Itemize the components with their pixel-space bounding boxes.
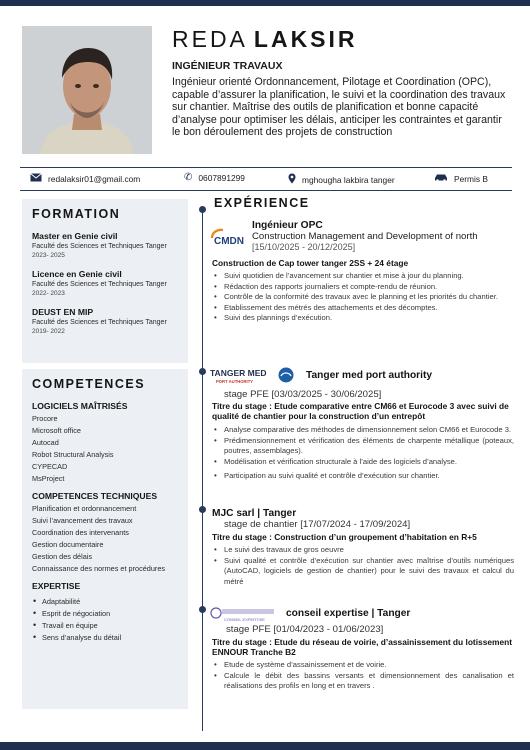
license-text: Permis B <box>454 174 488 184</box>
experience-subtitle: Titre du stage : Etude comparative entre CM66 et Eurocode 3 avec suivi de qualité de chantier pour la construction d’un entrepôt <box>212 401 509 421</box>
experience-details-conseil <box>212 624 514 692</box>
years: 2022- 2023 <box>32 290 65 297</box>
contact-bar <box>20 167 512 191</box>
experience-company: conseil expertise | Tanger <box>286 608 411 619</box>
svg-text:PORT AUTHORITY: PORT AUTHORITY <box>216 379 254 384</box>
years: 2019- 2022 <box>32 328 65 335</box>
experience-subtitle: Titre du stage : Etude du réseau de voirie, d’assainissement du lotissement ENNOUR Tranche B2 <box>212 637 513 657</box>
experience-item-opc <box>252 220 514 252</box>
school: Faculté des Sciences et Techniques Tanger <box>32 281 167 288</box>
formation-item <box>32 269 178 297</box>
degree: Master en Genie civil <box>32 231 118 241</box>
svg-text:CMDN: CMDN <box>214 236 244 247</box>
experience-company: Tanger med port authority <box>306 370 433 381</box>
svg-text:TANGER MED: TANGER MED <box>210 368 267 378</box>
experience-bullet: • Prédimensionnement et vérification des éléments de charpente métallique (poteaux, poutres, assemblages). <box>212 436 514 457</box>
phone-icon: ✆ <box>184 172 193 183</box>
technical-item: Coordination des intervenants <box>32 528 129 537</box>
experience-bullet: • Rédaction des rapports journaliers et compte-rendu de réunion. <box>212 282 514 293</box>
experience-bullets <box>212 660 514 692</box>
profile-photo <box>22 26 152 154</box>
degree: DEUST EN MIP <box>32 307 94 317</box>
experience-bullet: • Contrôle de la conformité des travaux avec le planning et les priorités du chantier. <box>212 292 514 303</box>
contact-email[interactable] <box>30 173 140 185</box>
competences-section <box>22 369 188 709</box>
experience-bullet: • Suivi des plannings d’exécution. <box>212 313 514 324</box>
expertise-item: • Adaptabilité <box>32 597 178 606</box>
experience-subtitle: Titre du stage : Construction d’un groupement d’habitation en R+5 <box>212 532 477 542</box>
software-item: Procore <box>32 414 58 423</box>
years: 2023- 2025 <box>32 252 65 259</box>
technical-item: Suivi l’avancement des travaux <box>32 516 133 525</box>
expertise-title: EXPERTISE <box>32 581 81 591</box>
location-pin-icon <box>288 173 296 187</box>
experience-details-opc <box>212 258 514 324</box>
expertise-list <box>32 597 178 642</box>
experience-subtitle: Construction de Cap tower tanger 2SS + 24 étage <box>212 258 409 268</box>
technical-item: Gestion des délais <box>32 552 93 561</box>
experience-bullet: • Etude de système d’assainissement et de voirie. <box>212 660 514 671</box>
envelope-icon <box>30 173 42 185</box>
school: Faculté des Sciences et Techniques Tanger <box>32 319 167 326</box>
svg-text:CONSEIL EXPERTISE: CONSEIL EXPERTISE <box>224 617 265 622</box>
contact-location <box>288 173 395 187</box>
software-item: Autocad <box>32 438 59 447</box>
technical-item: Gestion documentaire <box>32 540 104 549</box>
expertise-item: • Esprit de négociation <box>32 609 178 618</box>
technical-item: Planification et ordonnancement <box>32 504 137 513</box>
technical-item: Connaissance des normes et procédures <box>32 564 166 573</box>
school: Faculté des Sciences et Techniques Tanger <box>32 243 167 250</box>
experience-bullet: • Calcule le débit des bassins versants et dimensionnement des canalisation et réalisations des profils en long et en travers . <box>212 671 514 692</box>
experience-bullet: • Participation au suivi qualité et contrôle d’exécution sur chantier. <box>212 471 514 482</box>
experience-role: Ingénieur OPC <box>252 220 323 231</box>
formation-item <box>32 231 178 259</box>
experience-bullet: • Le suivi des travaux de gros oeuvre <box>212 545 514 556</box>
car-icon <box>434 173 448 185</box>
email-text: redalaksir01@gmail.com <box>48 174 141 184</box>
experience-details-tanger-med <box>212 389 514 482</box>
location-text: mghougha lakbira tanger <box>302 175 395 185</box>
software-item: Microsoft office <box>32 426 81 435</box>
expertise-item: • Travail en équipe <box>32 621 178 630</box>
left-column <box>22 199 188 709</box>
experience-dates: stage PFE [01/04/2023 - 01/06/2023] <box>226 624 384 635</box>
experience-bullet: • Modélisation et vérification structurale à l’aide des logiciels d’analyse. <box>212 457 514 468</box>
contact-license <box>434 173 488 185</box>
experience-title: EXPÉRIENCE <box>214 196 310 210</box>
formation-section <box>22 199 188 363</box>
experience-org: Construction Management and Development of north <box>252 231 478 242</box>
experience-bullet: • Analyse comparative des méthodes de dimensionnement selon CM66 et Eurocode 3. <box>212 425 514 436</box>
timeline-dot <box>199 368 206 375</box>
timeline-dot <box>199 206 206 213</box>
tanger-med-logo <box>210 367 298 385</box>
experience-item-tanger-med <box>306 370 514 381</box>
timeline-line <box>202 208 203 731</box>
top-accent-bar <box>0 0 530 6</box>
contact-phone[interactable] <box>184 173 245 183</box>
experience-item-conseil <box>286 608 514 619</box>
formation-item <box>32 307 178 335</box>
profile-photo-image <box>22 26 152 154</box>
experience-dates: stage de chantier [17/07/2024 - 17/09/2024] <box>224 519 411 530</box>
phone-text: 0607891299 <box>198 173 245 183</box>
software-item: CYPECAD <box>32 462 68 471</box>
timeline-dot <box>199 606 206 613</box>
experience-bullet: • Etablissement des métrés des attachements et des décomptes. <box>212 303 514 314</box>
profile-summary: Ingénieur orienté Ordonnancement, Pilotage et Coordination (OPC), capable d’assurer la planification, le suivi et la coordination des travaux sur chantier. Maîtrise des outils de planification et bonne capacité d’analyse pour optimiser les délais, anticiper les contraintes et garantir le bon déroulement des projets de construction <box>172 76 506 139</box>
experience-bullet: • Suivi quotidien de l’avancement sur chantier et mise à jour du planning. <box>212 271 514 282</box>
experience-company: MJC sarl | Tanger <box>212 508 297 519</box>
degree: Licence en Genie civil <box>32 269 122 279</box>
software-item: Robot Structural Analysis <box>32 450 114 459</box>
cmdn-logo <box>210 228 248 248</box>
last-name: LAKSIR <box>253 26 358 52</box>
experience-bullets <box>212 271 514 324</box>
competences-title: COMPETENCES <box>32 377 146 391</box>
timeline-dot <box>199 506 206 513</box>
experience-item-mjc <box>212 508 514 587</box>
job-title: INGÉNIEUR TRAVAUX <box>172 60 283 72</box>
expertise-item: • Sens d’analyse du détail <box>32 633 178 642</box>
software-title: LOGICIELS MAÎTRISÉS <box>32 401 128 411</box>
first-name: REDA <box>172 26 248 52</box>
software-item: MsProject <box>32 474 65 483</box>
candidate-name <box>172 26 358 53</box>
bottom-accent-bar <box>0 742 530 750</box>
experience-dates: stage PFE [03/03/2025 - 30/06/2025] <box>224 389 382 400</box>
conseil-expertise-logo <box>210 605 276 625</box>
experience-bullet: • Suivi qualité et contrôle d’exécution sur chantier avec maîtrise d’outils numériques (AutoCAD, logiciels de gestion de chantier) pour le suivi des travaux et calcul du métré <box>212 556 514 588</box>
experience-bullets <box>212 425 514 482</box>
technical-title: COMPETENCES TECHNIQUES <box>32 491 158 501</box>
experience-dates: [15/10/2025 - 20/12/2025] <box>252 242 356 252</box>
formation-title: FORMATION <box>32 207 121 221</box>
experience-bullets <box>212 545 514 587</box>
